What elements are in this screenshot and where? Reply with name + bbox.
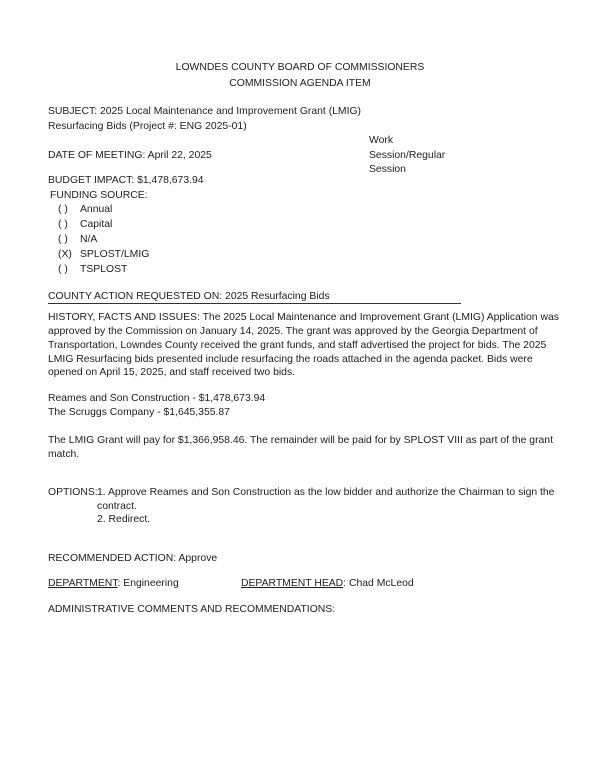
funding-option-label: Capital (80, 219, 113, 230)
checkbox-mark: ( ) (58, 219, 68, 230)
subject-line-1: SUBJECT: 2025 Local Maintenance and Improvement Grant (LMIG) (48, 106, 362, 117)
date-of-meeting: DATE OF MEETING: April 22, 2025 (48, 150, 212, 161)
funding-option-splost-lmig (58, 248, 149, 262)
session-line-3: Session (369, 164, 406, 175)
option-line: 1. Approve Reames and Son Construction as the low bidder and authorize the Chairman to sign the (97, 487, 555, 498)
administrative-comments: ADMINISTRATIVE COMMENTS AND RECOMMENDATIONS: (48, 604, 336, 615)
header-subtitle: COMMISSION AGENDA ITEM (229, 78, 371, 89)
department-head-label: DEPARTMENT HEAD (241, 578, 344, 589)
department (48, 577, 179, 591)
county-action-requested: COUNTY ACTION REQUESTED ON: 2025 Resurfacing Bids (48, 291, 330, 302)
checkbox-mark: ( ) (58, 234, 68, 245)
department-head-value: : Chad McLeod (343, 578, 414, 589)
funding-option-capital (58, 218, 112, 232)
department-value: : Engineering (117, 578, 179, 589)
history-line: opened on April 15, 2025, and staff received two bids. (48, 367, 296, 378)
bid-reames: Reames and Son Construction - $1,478,673.94 (48, 393, 266, 404)
funding-option-tsplost (58, 263, 127, 277)
funding-option-label: N/A (80, 234, 98, 245)
department-label: DEPARTMENT (48, 578, 118, 589)
department-head (241, 577, 414, 591)
grant-line: The LMIG Grant will pay for $1,366,958.46. The remainder will be paid for by SPLOST VIII as part of the grant (48, 435, 553, 446)
history-line: approved by the Commission on January 14, 2025. The grant was approved by the Georgia Department of (48, 326, 538, 337)
session-line-1: Work (369, 135, 394, 146)
session-line-2: Session/Regular (369, 150, 446, 161)
header-title: LOWNDES COUNTY BOARD OF COMMISSIONERS (175, 62, 425, 73)
funding-option-label: TSPLOST (80, 264, 128, 275)
section-divider (48, 303, 461, 304)
history-line: Transportation, Lowndes County received the grant funds, and staff advertised the project for bids. The 2025 (48, 340, 547, 351)
funding-option-label: Annual (80, 204, 113, 215)
history-line: LMIG Resurfacing bids presented include resurfacing the roads attached in the agenda packet. Bids were (48, 354, 533, 365)
checkbox-mark: ( ) (58, 264, 68, 275)
history-line: HISTORY, FACTS AND ISSUES: The 2025 Local Maintenance and Improvement Grant (LMIG) Application was (48, 312, 559, 323)
options-label: OPTIONS: (48, 487, 98, 498)
option-line: contract. (97, 501, 137, 512)
budget-impact: BUDGET IMPACT: $1,478,673.94 (48, 175, 204, 186)
bid-scruggs: The Scruggs Company - $1,645,355.87 (48, 407, 230, 418)
funding-option-label: SPLOST/LMIG (80, 249, 150, 260)
checkbox-mark: ( ) (58, 204, 68, 215)
funding-option-na (58, 233, 97, 247)
grant-line: match. (48, 449, 80, 460)
option-line: 2. Redirect. (97, 514, 151, 525)
subject-line-2: Resurfacing Bids (Project #: ENG 2025-01) (48, 121, 247, 132)
checkbox-mark: (X) (58, 249, 72, 260)
funding-option-annual (58, 203, 112, 217)
funding-source-label: FUNDING SOURCE: (50, 190, 148, 201)
recommended-action: RECOMMENDED ACTION: Approve (48, 553, 218, 564)
